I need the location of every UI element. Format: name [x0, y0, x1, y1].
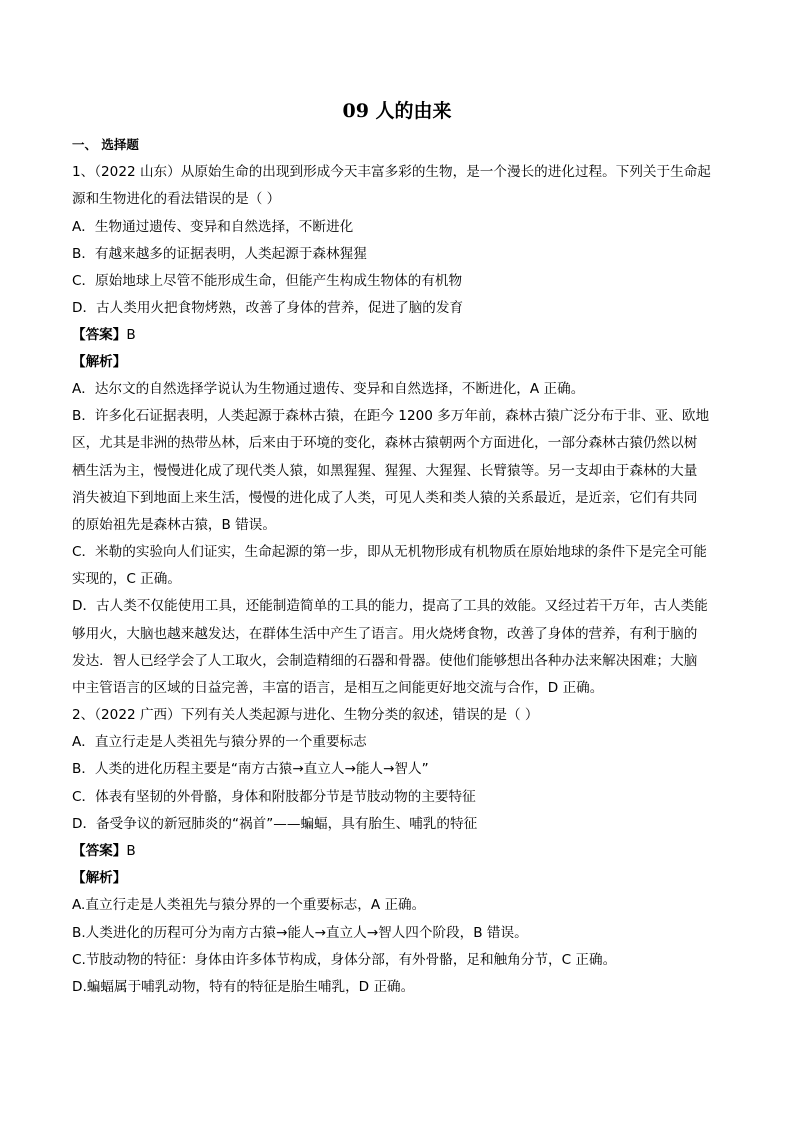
q1-answer-label: 【答案】 — [72, 327, 127, 343]
q1-analysis-line-10: 够用火，大脑也越来越发达，在群体生活中产生了语言。用火烧烤食物，改善了身体的营养，有利于脑的 — [72, 626, 698, 642]
q1-analysis-line-1: A．达尔文的自然选择学说认为生物通过遗传、变异和自然选择，不断进化，A 正确。 — [72, 381, 585, 397]
q2-analysis-line-1: A.直立行走是人类祖先与猿分界的一个重要标志，A 正确。 — [72, 897, 426, 913]
q2-analysis-line-3: C.节肢动物的特征：身体由许多体节构成，身体分部，有外骨骼，足和触角分节，C 正确。 — [72, 952, 617, 968]
q2-analysis-line-2: B.人类进化的历程可分为南方古猿→能人→直立人→智人四个阶段，B 错误。 — [72, 925, 528, 941]
q1-answer-value: B — [126, 327, 136, 343]
q1-analysis-line-3: 区，尤其是非洲的热带丛林，后来由于环境的变化，森林古猿朝两个方面进化，一部分森林古猿仍然以树 — [72, 435, 698, 451]
q1-option-a: A．生物通过遗传、变异和自然选择，不断进化 — [72, 219, 354, 235]
q1-analysis-line-6: 的原始祖先是森林古猿，B 错误。 — [72, 517, 276, 533]
q1-analysis-line-8: 实现的，C 正确。 — [72, 571, 181, 587]
q2-option-a: A．直立行走是人类祖先与猿分界的一个重要标志 — [72, 734, 367, 750]
section-heading: 一、 选择题 — [72, 137, 139, 152]
q1-option-b: B．有越来越多的证据表明，人类起源于森林猩猩 — [72, 246, 367, 262]
q1-stem-line-1: 1、（2022 山东）从原始生命的出现到形成今天丰富多彩的生物，是一个漫长的进化过程。下列关于生命起 — [72, 164, 711, 180]
q2-option-c: C．体表有坚韧的外骨骼，身体和附肢都分节是节肢动物的主要特征 — [72, 789, 476, 805]
q1-answer — [72, 326, 136, 344]
q1-analysis-line-12: 中主管语言的区域的日益完善，丰富的语言，是相互之间能更好地交流与合作，D 正确。 — [72, 680, 604, 696]
q1-stem-line-2: 源和生物进化的看法错误的是（ ） — [72, 191, 281, 207]
q1-analysis-line-5: 消失被迫下到地面上来生活，慢慢的进化成了人类，可见人类和类人猿的关系最近，是近亲，它们有共同 — [72, 490, 698, 506]
q1-analysis-line-11: 发达．智人已经学会了人工取火，会制造精细的石器和骨器。使他们能够想出各种办法来解决困难；大脑 — [72, 653, 698, 669]
q1-option-d: D．古人类用火把食物烤熟，改善了身体的营养，促进了脑的发育 — [72, 300, 464, 316]
q2-answer — [72, 842, 136, 860]
q1-analysis-line-4: 栖生活为主，慢慢进化成了现代类人猿，如黑猩猩、猩猩、大猩猩、长臂猿等。另一支却由于森林的大量 — [72, 463, 698, 479]
q1-analysis-label: 【解析】 — [72, 354, 127, 370]
q1-analysis-line-2: B．许多化石证据表明，人类起源于森林古猿，在距今 1200 多万年前，森林古猿广泛分布于非、亚、欧地 — [72, 408, 710, 424]
q2-answer-value: B — [126, 843, 136, 859]
q1-analysis-line-9: D．古人类不仅能使用工具，还能制造简单的工具的能力，提高了工具的效能。又经过若干万年，古人类能 — [72, 598, 708, 614]
page-title: 09 人的由来 — [342, 100, 452, 122]
q2-stem-line-1: 2、（2022 广西）下列有关人类起源与进化、生物分类的叙述，错误的是（ ） — [72, 707, 539, 723]
q2-option-b: B．人类的进化历程主要是“南方古猿→直立人→能人→智人” — [72, 761, 429, 777]
q2-analysis-line-4: D.蝙蝠属于哺乳动物，特有的特征是胎生哺乳，D 正确。 — [72, 979, 415, 995]
q2-option-d: D．备受争议的新冠肺炎的“祸首”——蝙蝠，具有胎生、哺乳的特征 — [72, 816, 478, 832]
q1-analysis-line-7: C．米勒的实验向人们证实，生命起源的第一步，即从无机物形成有机物质在原始地球的条件下是完全可能 — [72, 544, 707, 560]
q2-analysis-label: 【解析】 — [72, 870, 127, 886]
q2-answer-label: 【答案】 — [72, 843, 127, 859]
q1-option-c: C．原始地球上尽管不能形成生命，但能产生构成生物体的有机物 — [72, 273, 463, 289]
